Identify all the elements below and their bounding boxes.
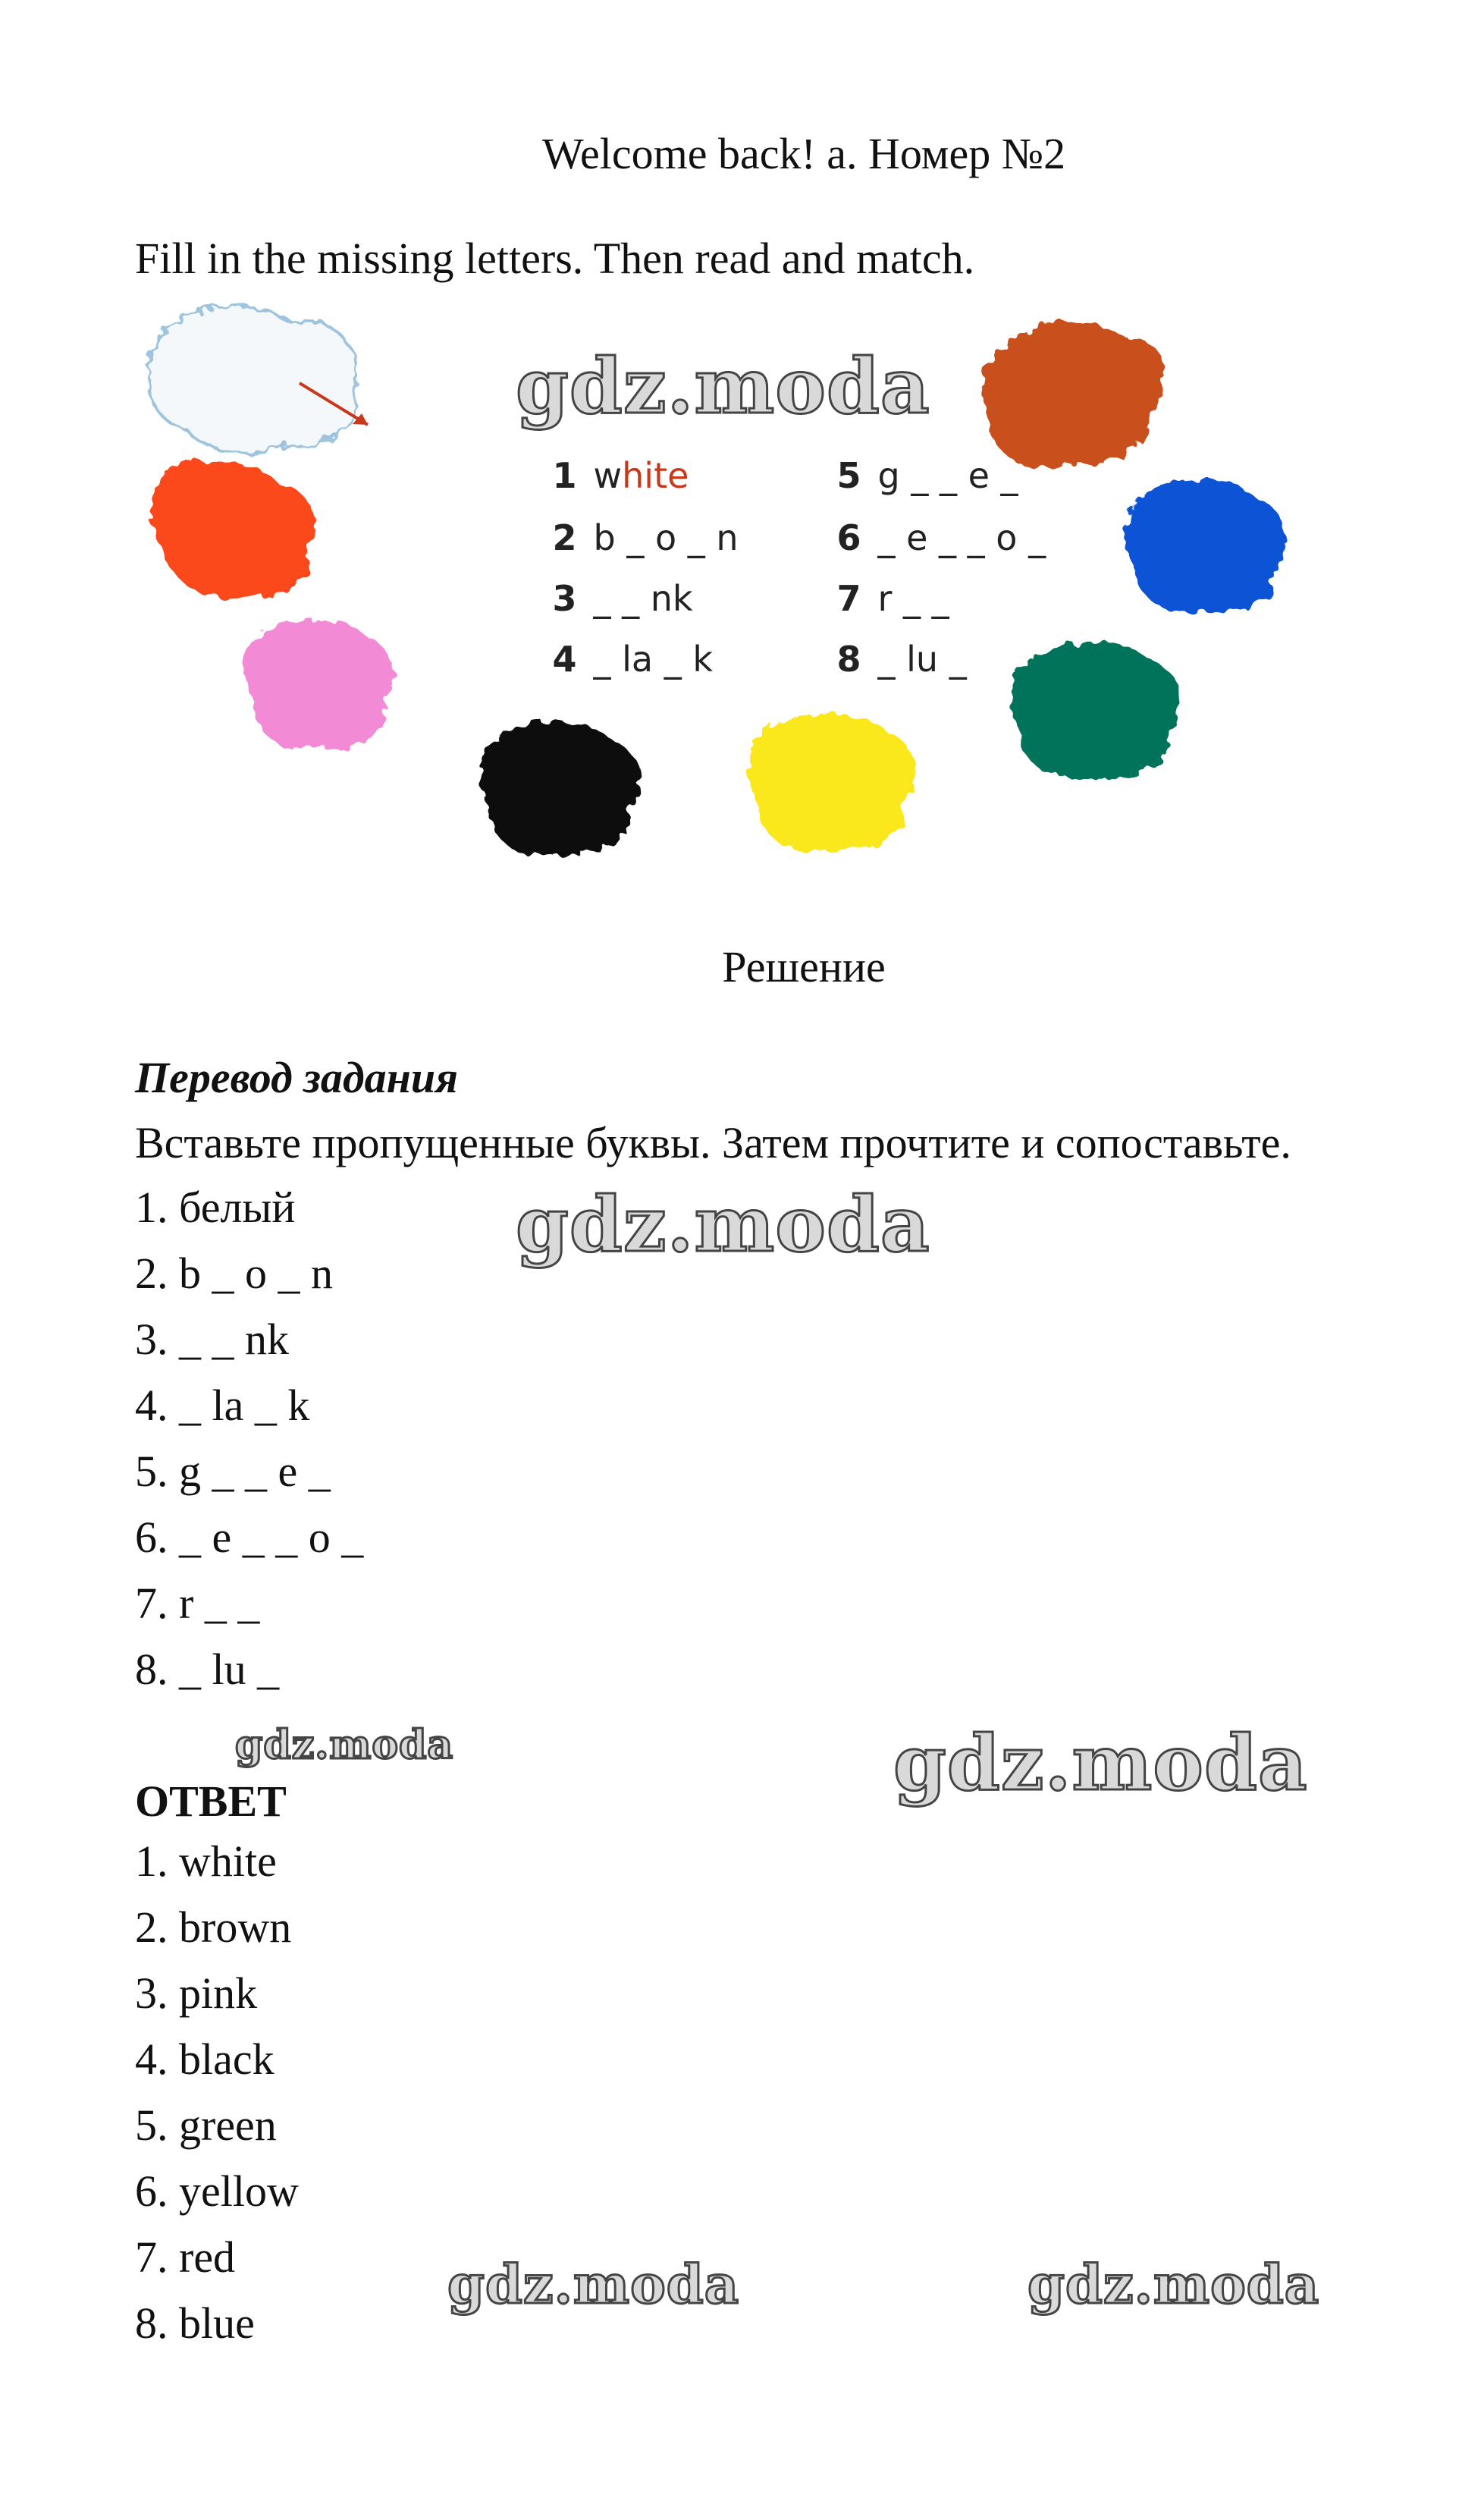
exercise-item-text: r _ _ <box>877 578 949 619</box>
list-item: 3. _ _ nk <box>135 1315 289 1364</box>
yellow-blob <box>749 714 915 852</box>
red-blob <box>152 460 315 598</box>
answer-heading: ОТВЕТ <box>135 1777 287 1826</box>
green-blob <box>1011 642 1181 779</box>
list-item: 2. b _ o _ n <box>135 1249 333 1298</box>
list-item: 8. _ lu _ <box>135 1645 280 1694</box>
list-item: 5. green <box>135 2100 277 2150</box>
watermark: gdz.moda <box>235 1722 454 1768</box>
list-item: 7. r _ _ <box>135 1579 260 1628</box>
exercise-item-text: _ lu _ <box>877 639 967 680</box>
list-item: 2. brown <box>135 1902 292 1952</box>
exercise-item-number: 6 <box>836 517 861 558</box>
list-item: 4. _ la _ k <box>135 1381 310 1430</box>
list-item: 1. белый <box>135 1183 296 1232</box>
translation-list <box>135 1174 363 1702</box>
exercise-item-number: 1 <box>552 455 577 496</box>
page-title: Welcome back! a. Номер №2 <box>541 129 1066 178</box>
black-blob <box>480 721 639 856</box>
list-item: 1. white <box>135 1836 277 1886</box>
exercise-item-text: _ la _ k <box>593 639 713 680</box>
watermark: gdz.moda <box>893 1718 1308 1808</box>
exercise-item-number: 3 <box>552 578 577 619</box>
list-item: 6. _ e _ _ o _ <box>135 1513 364 1562</box>
watermark: gdz.moda <box>516 341 930 431</box>
translation-text: Вставьте пропущенные буквы. Затем прочтите и сопоставьте. <box>135 1118 1291 1167</box>
watermark: gdz.moda <box>1028 2253 1320 2316</box>
exercise-item-text: w <box>593 455 623 496</box>
exercise-item-answer: hite <box>622 455 689 496</box>
exercise-item-number: 5 <box>836 455 861 496</box>
exercise-item <box>508 595 713 723</box>
answer-list <box>135 1828 299 2356</box>
exercise-item-number: 7 <box>836 578 861 619</box>
blue-blob <box>1125 480 1287 613</box>
exercise-item-number: 8 <box>836 639 861 680</box>
exercise-item-text: _ e _ _ o _ <box>877 517 1046 558</box>
translation-heading: Перевод задания <box>135 1053 458 1102</box>
list-item: 7. red <box>135 2232 236 2282</box>
list-item: 5. g _ _ e _ <box>135 1447 331 1496</box>
list-item: 3. pink <box>135 1968 258 2018</box>
list-item: 8. blue <box>135 2298 255 2348</box>
list-item: 4. black <box>135 2034 275 2084</box>
exercise-item-number: 2 <box>552 517 577 558</box>
exercise-item-text: g _ _ e _ <box>877 455 1018 496</box>
white-blob <box>148 306 356 454</box>
instruction-text: Fill in the missing letters. Then read and match. <box>135 234 975 283</box>
watermark: gdz.moda <box>516 1180 930 1269</box>
list-item: 6. yellow <box>135 2166 299 2216</box>
pink-blob <box>245 618 393 749</box>
solution-heading: Решение <box>722 942 886 991</box>
exercise-item-text: _ _ nk <box>593 578 693 619</box>
exercise-item <box>792 595 967 723</box>
watermark: gdz.moda <box>447 2253 740 2316</box>
exercise-item-number: 4 <box>552 639 577 680</box>
exercise-item-text: b _ o _ n <box>593 517 739 558</box>
